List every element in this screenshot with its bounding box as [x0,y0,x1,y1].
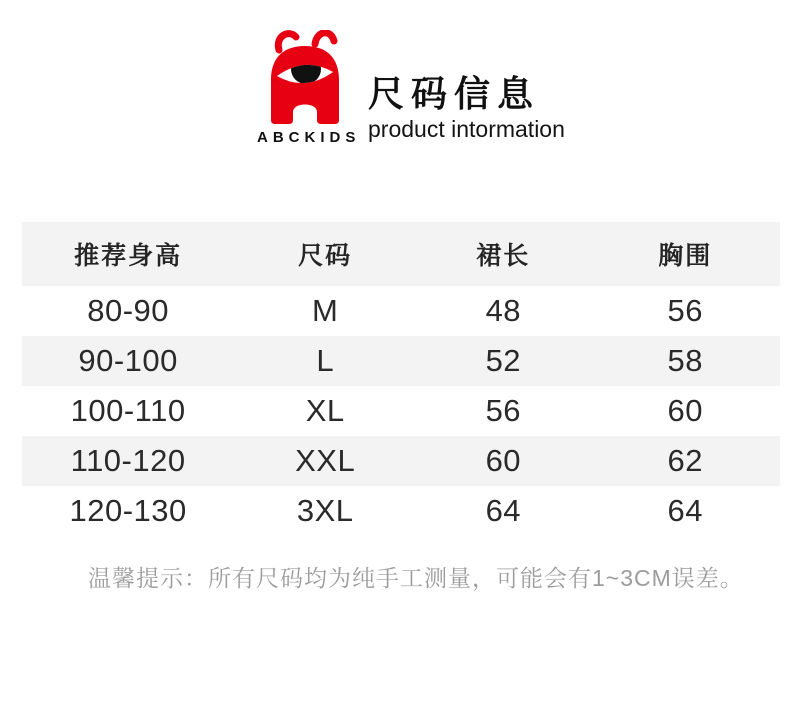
monster-right-horn-icon [315,33,334,44]
table-cell: 64 [485,493,522,528]
column-header-height: 推荐身高 [74,242,183,270]
page-subtitle: product intormation [368,116,565,142]
table-cell: L [316,343,335,378]
table-cell: 80-90 [87,293,170,328]
table-cell: 52 [485,343,522,378]
table-cell: XL [305,393,345,428]
table-cell: 120-130 [69,493,187,528]
section-header [368,73,565,142]
measurement-tip: 温馨提示：所有尺码均为纯手工测量，可能会有1~3CM误差。 [88,565,744,591]
column-header-skirt-length: 裙长 [476,242,531,270]
table-cell: 100-110 [70,393,186,428]
table-cell: 3XL [296,493,354,528]
table-row [22,386,780,436]
table-row [22,486,780,536]
column-header-size: 尺码 [298,242,353,270]
table-row [22,286,780,336]
table-cell: 56 [485,393,522,428]
table-cell: 62 [667,443,703,478]
table-cell: 64 [667,493,703,528]
table-row [22,336,780,386]
table-cell: 48 [485,293,522,328]
monster-body [271,46,339,124]
size-table [22,222,780,536]
table-cell: 56 [667,293,703,328]
table-cell: 60 [667,393,703,428]
table-cell: 58 [667,343,703,378]
table-cell: 110-120 [70,443,186,478]
column-header-chest: 胸围 [658,242,713,270]
table-cell: XXL [295,443,356,478]
table-header-row [22,222,780,286]
table-row [22,436,780,486]
brand-logo [252,30,361,146]
table-cell: 90-100 [78,343,178,378]
monster-mascot-icon [264,30,346,126]
page-title: 尺码信息 [368,73,541,114]
table-cell: M [312,293,339,328]
table-cell: 60 [485,443,522,478]
brand-name: ABCKIDS [257,129,361,146]
